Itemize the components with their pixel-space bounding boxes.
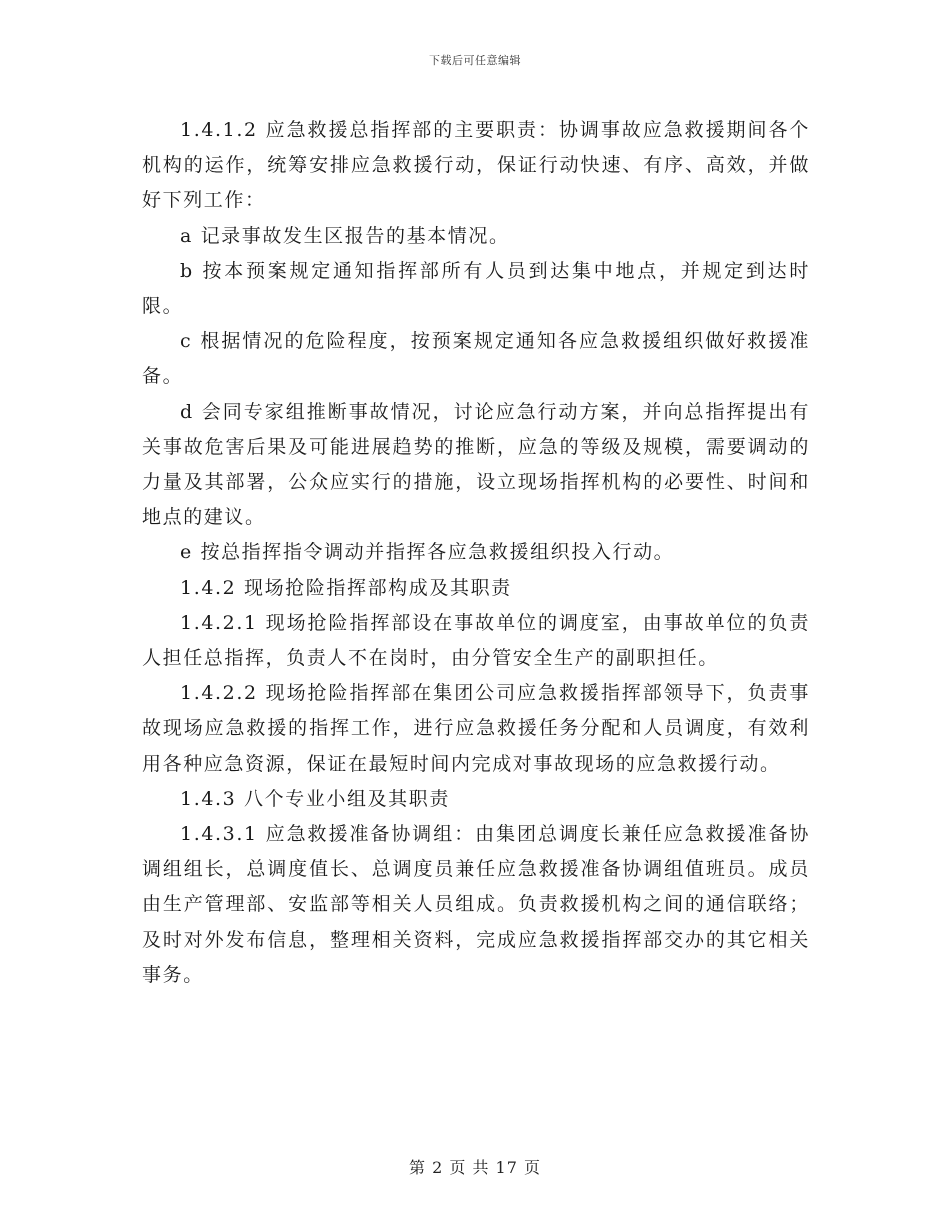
page-number-footer: 第 2 页 共 17 页 <box>409 1158 541 1177</box>
paragraph-1-4-3-1: 1.4.3.1 应急救援准备协调组：由集团总调度长兼任应急救援准备协调组组长，总调度值长、总调度员兼任应急救援准备协调组值班员。成员由生产管理部、安监部等相关人员组成。负责救援机构之间的通信联络；及时对外发布信息，整理相关资料，完成应急救援指挥部交办的其它相关事务。 <box>142 823 810 986</box>
list-item-d: d 会同专家组推断事故情况，讨论应急行动方案，并向总指挥提出有关事故危害后果及可能进展趋势的推断，应急的等级及规模，需要调动的力量及其部署，公众应实行的措施，设立现场指挥机构的必要性、时间和地点的建议。 <box>142 400 810 529</box>
section-heading-1-4-2: 1.4.2 现场抢险指挥部构成及其职责 <box>180 576 512 599</box>
paragraph-1-4-2-1: 1.4.2.1 现场抢险指挥部设在事故单位的调度室，由事故单位的负责人担任总指挥，负责人不在岗时，由分管安全生产的副职担任。 <box>142 611 810 670</box>
page-header-note: 下载后可任意编辑 <box>429 54 521 67</box>
document-body <box>142 113 810 993</box>
paragraph-1-4-2-2: 1.4.2.2 现场抢险指挥部在集团公司应急救援指挥部领导下，负责事故现场应急救援的指挥工作，进行应急救援任务分配和人员调度，有效利用各种应急资源，保证在最短时间内完成对事故现场的应急救援行动。 <box>142 682 810 775</box>
section-heading-1-4-3: 1.4.3 八个专业小组及其职责 <box>180 787 450 810</box>
list-item-b: b 按本预案规定通知指挥部所有人员到达集中地点，并规定到达时限。 <box>142 259 810 318</box>
list-item-c: c 根据情况的危险程度，按预案规定通知各应急救援组织做好救援准备。 <box>142 330 810 388</box>
list-item-e: e 按总指挥指令调动并指挥各应急救援组织投入行动。 <box>180 541 675 564</box>
paragraph-1-4-1-2: 1.4.1.2 应急救援总指挥部的主要职责：协调事故应急救援期间各个机构的运作，统筹安排应急救援行动，保证行动快速、有序、高效，并做好下列工作： <box>142 119 810 212</box>
list-item-a: a 记录事故发生区报告的基本情况。 <box>180 224 510 247</box>
